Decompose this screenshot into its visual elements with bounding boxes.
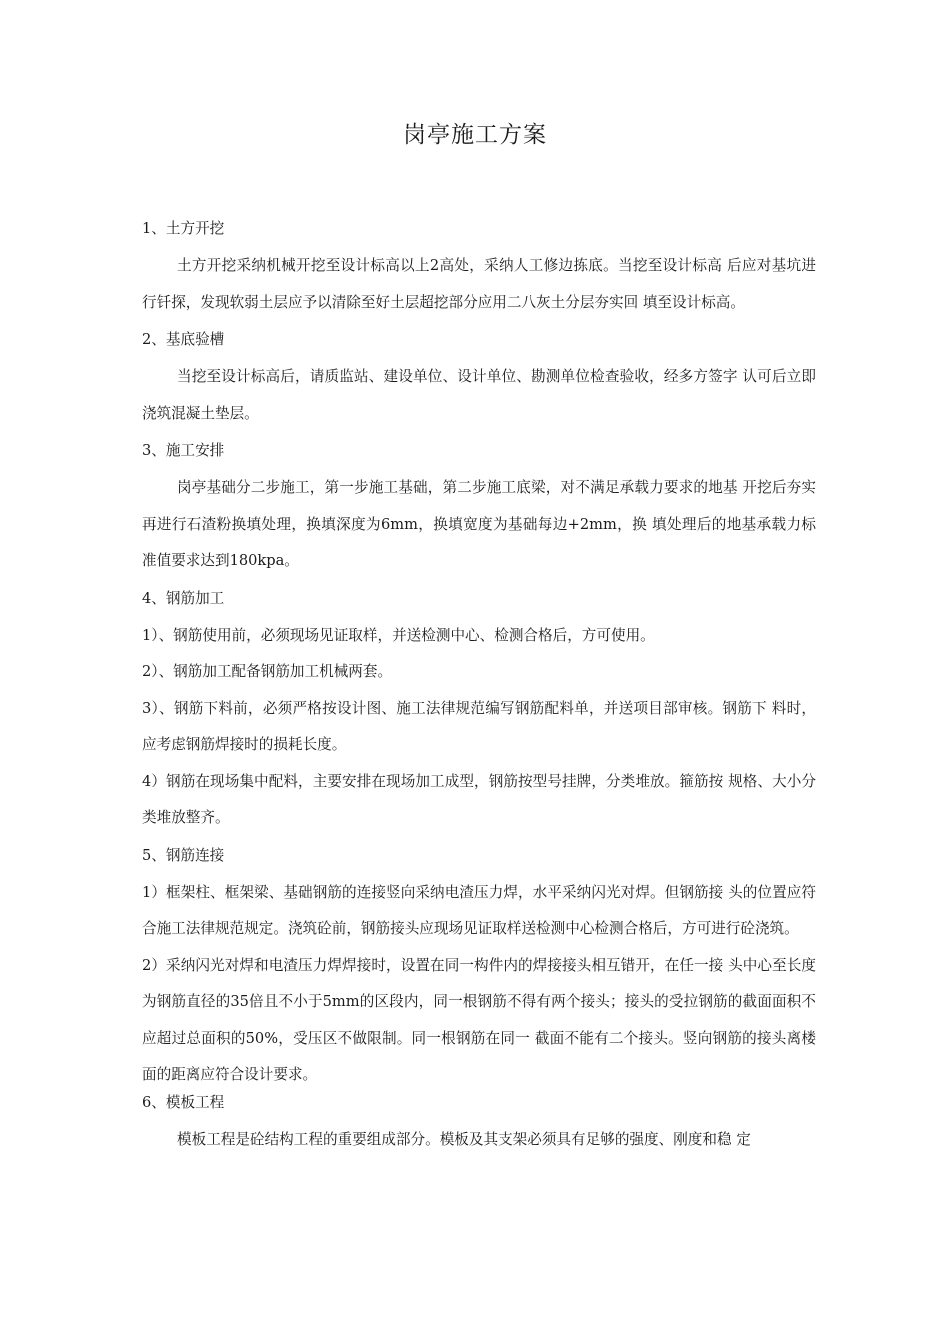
list-item: 1）、钢筋使用前，必须现场见证取样，并送检测中心、检测合格后，方可使用。	[142, 626, 655, 644]
section-heading-formwork: 6、模板工程	[142, 1093, 225, 1111]
list-item: 2）采纳闪光对焊和电渣压力焊焊接时，设置在同一构件内的焊接接头相互错开，在任一接 头中心至长度为钢筋直径的35倍且不小于5mm的区段内，同一根钢筋不得有两个接头；接头的受拉钢筋的截面面积不应超过总面积的50%，受压区不做限制。同一根钢筋在同一 截面不能有二个接头。竖向钢筋的接头离楼面的距离应符合设计要求。	[142, 956, 816, 1083]
section-heading-rebar-connection: 5、钢筋连接	[142, 846, 225, 864]
document-body	[142, 214, 816, 1158]
document-title: 岗亭施工方案	[403, 122, 547, 148]
list-item: 3）、钢筋下料前，必须严格按设计图、施工法律规范编写钢筋配料单，并送项目部审核。钢筋下 料时，应考虑钢筋焊接时的损耗长度。	[142, 699, 816, 753]
section-heading-construction-arrangement: 3、施工安排	[142, 442, 225, 459]
paragraph-formwork: 模板工程是砼结构工程的重要组成部分。模板及其支架必须具有足够的强度、刚度和稳 定	[177, 1130, 751, 1148]
list-item: 4）钢筋在现场集中配料，主要安排在现场加工成型，钢筋按型号挂牌，分类堆放。箍筋按 规格、大小分类堆放整齐。	[142, 772, 816, 826]
section-heading-foundation-inspection: 2、基底验槽	[142, 331, 225, 348]
paragraph-foundation-inspection: 当挖至设计标高后，请质监站、建设单位、设计单位、勘测单位检查验收，经多方签字 认可后立即浇筑混凝土垫层。	[142, 368, 816, 422]
list-item: 2）、钢筋加工配备钢筋加工机械两套。	[142, 663, 393, 680]
section-heading-earthwork: 1、土方开挖	[142, 220, 225, 237]
paragraph-construction-arrangement: 岗亭基础分二步施工，第一步施工基础，第二步施工底梁，对不满足承载力要求的地基 开挖后夯实再进行石渣粉换填处理，换填深度为6mm，换填宽度为基础每边+2mm，换 填处理后的地基承载力标准值要求达到180kpa。	[142, 479, 816, 569]
list-item: 1）框架柱、框架梁、基础钢筋的连接竖向采纳电渣压力焊，水平采纳闪光对焊。但钢筋接 头的位置应符合施工法律规范规定。浇筑砼前，钢筋接头应现场见证取样送检测中心检测合格后，方可进行砼浇筑。	[142, 883, 816, 937]
paragraph-earthwork: 土方开挖采纳机械开挖至设计标高以上2高处，采纳人工修边拣底。当挖至设计标高 后应对基坑进行钎探，发现软弱土层应予以清除至好土层超挖部分应用二八灰土分层夯实回 填至设计标高。	[142, 257, 816, 311]
section-heading-rebar-processing: 4、钢筋加工	[142, 589, 225, 607]
